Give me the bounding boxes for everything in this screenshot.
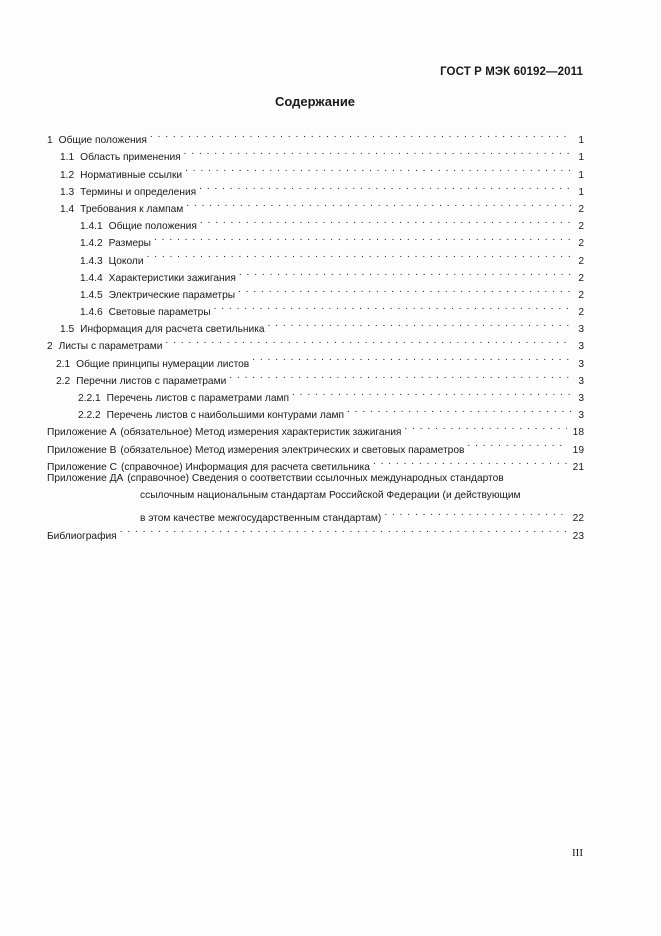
appendix-title-cont: в этом качестве межгосударственным стандартам) bbox=[140, 513, 382, 525]
toc-label: Нормативные ссылки bbox=[80, 169, 183, 181]
toc-entry[interactable] bbox=[47, 212, 584, 233]
toc-entry[interactable] bbox=[47, 264, 584, 284]
toc-page: 3 bbox=[578, 341, 584, 353]
toc-label: Размеры bbox=[108, 238, 152, 250]
dot-leader bbox=[150, 126, 571, 143]
toc-entry[interactable] bbox=[47, 401, 584, 422]
dot-leader bbox=[184, 143, 571, 160]
toc-label: Световые параметры bbox=[108, 307, 211, 319]
dot-leader bbox=[239, 264, 571, 281]
toc-page: 1 bbox=[578, 135, 584, 147]
dot-leader bbox=[214, 298, 571, 315]
toc-label: Область применения bbox=[80, 152, 181, 164]
toc-page: 1 bbox=[578, 186, 584, 198]
dot-leader bbox=[186, 195, 571, 212]
dot-leader bbox=[185, 160, 571, 177]
toc-number: 1 bbox=[47, 135, 53, 147]
toc-label: Библиография bbox=[47, 530, 117, 542]
toc-page: 2 bbox=[578, 289, 584, 301]
appendix-title: (обязательное) Метод измерения электрических и световых параметров bbox=[120, 444, 465, 456]
toc-entry[interactable] bbox=[47, 143, 584, 164]
toc-label: Общие положения bbox=[108, 221, 197, 233]
toc-page: 23 bbox=[572, 530, 584, 542]
appendix-prefix: Приложение А bbox=[47, 427, 117, 439]
toc-page: 2 bbox=[578, 238, 584, 250]
toc-appendix-a[interactable] bbox=[47, 418, 584, 439]
appendix-title: (справочное) Сведения о соответствии ссылочных международных стандартов bbox=[127, 472, 504, 484]
toc-entry[interactable] bbox=[47, 160, 584, 181]
toc-page: 3 bbox=[578, 358, 584, 370]
dot-leader bbox=[347, 401, 571, 418]
dot-leader bbox=[384, 504, 567, 521]
toc-entry[interactable] bbox=[47, 195, 584, 215]
toc-number: 2.1 bbox=[56, 358, 71, 370]
toc-label: Термины и определения bbox=[80, 186, 197, 198]
appendix-prefix: Приложение В bbox=[47, 444, 117, 456]
toc-page: 21 bbox=[572, 461, 584, 473]
toc-label: Листы с параметрами bbox=[58, 341, 163, 353]
toc-number: 2.2.2 bbox=[78, 410, 101, 422]
toc-page: 22 bbox=[572, 513, 584, 525]
page-number: III bbox=[572, 847, 583, 859]
dot-leader bbox=[268, 315, 571, 332]
toc-number: 1.4.4 bbox=[80, 272, 103, 284]
dot-leader bbox=[292, 384, 571, 401]
toc-label: Перечень листов с наибольшими контурами ламп bbox=[106, 410, 345, 422]
toc-page: 3 bbox=[578, 375, 584, 387]
toc-entry[interactable] bbox=[47, 229, 584, 250]
toc-number: 1.4.1 bbox=[80, 221, 103, 233]
toc-entry[interactable] bbox=[47, 384, 584, 404]
dot-leader bbox=[200, 212, 571, 229]
document-code: ГОСТ Р МЭК 60192—2011 bbox=[440, 66, 583, 78]
toc-page: 2 bbox=[578, 307, 584, 319]
toc-entry[interactable] bbox=[47, 349, 584, 370]
toc-label: Информация для расчета светильника bbox=[80, 324, 265, 336]
toc-page: 18 bbox=[572, 427, 584, 439]
appendix-title-cont: ссылочным национальным стандартам Российской Федерации (и действующим bbox=[140, 489, 521, 501]
toc-label: Общие принципы нумерации листов bbox=[76, 358, 250, 370]
appendix-title: (справочное) Информация для расчета светильника bbox=[120, 461, 370, 473]
toc-page: 3 bbox=[578, 393, 584, 404]
toc-number: 1.4.2 bbox=[80, 238, 103, 250]
table-of-contents bbox=[47, 126, 584, 542]
dot-leader bbox=[154, 229, 571, 246]
dot-leader bbox=[238, 281, 571, 298]
toc-page: 3 bbox=[578, 410, 584, 422]
toc-page: 19 bbox=[572, 444, 584, 456]
toc-page: 1 bbox=[578, 169, 584, 181]
toc-entry[interactable] bbox=[47, 246, 584, 267]
dot-leader bbox=[120, 521, 570, 538]
toc-appendix-b[interactable] bbox=[47, 435, 584, 456]
toc-bibliography[interactable] bbox=[47, 521, 584, 542]
dot-leader bbox=[404, 418, 567, 435]
toc-appendix-da[interactable] bbox=[47, 470, 584, 525]
toc-label: Перечень листов с параметрами ламп bbox=[106, 393, 290, 404]
toc-number: 2.2.1 bbox=[78, 393, 101, 404]
dot-leader bbox=[467, 435, 567, 452]
toc-number: 2 bbox=[47, 341, 53, 353]
page-title: Содержание bbox=[274, 94, 356, 109]
toc-label: Цоколи bbox=[108, 255, 144, 267]
appendix-title: (обязательное) Метод измерения характеристик зажигания bbox=[120, 427, 402, 439]
toc-page: 2 bbox=[578, 203, 584, 215]
toc-entry[interactable] bbox=[47, 178, 584, 198]
toc-entry[interactable] bbox=[47, 281, 584, 301]
toc-number: 1.4.6 bbox=[80, 307, 103, 319]
toc-number: 1.2 bbox=[60, 169, 75, 181]
toc-number: 1.4.3 bbox=[80, 255, 103, 267]
toc-number: 1.4.5 bbox=[80, 289, 103, 301]
toc-entry[interactable] bbox=[47, 315, 584, 336]
toc-label: Перечни листов с параметрами bbox=[76, 375, 227, 387]
dot-leader bbox=[373, 453, 567, 470]
toc-page: 2 bbox=[578, 272, 584, 284]
toc-entry[interactable] bbox=[47, 367, 584, 387]
toc-number: 1.3 bbox=[60, 186, 75, 198]
appendix-prefix: Приложение С bbox=[47, 461, 117, 473]
dot-leader bbox=[229, 367, 571, 384]
toc-appendix-c[interactable] bbox=[47, 453, 584, 473]
toc-label: Общие положения bbox=[58, 135, 147, 147]
dot-leader bbox=[147, 246, 571, 263]
dot-leader bbox=[199, 178, 571, 195]
toc-label: Требования к лампам bbox=[80, 203, 184, 215]
toc-label: Характеристики зажигания bbox=[108, 272, 236, 284]
toc-page: 2 bbox=[578, 221, 584, 233]
toc-entry[interactable] bbox=[47, 298, 584, 319]
toc-page: 2 bbox=[578, 255, 584, 267]
dot-leader bbox=[252, 349, 571, 366]
toc-page: 3 bbox=[578, 324, 584, 336]
toc-entry[interactable] bbox=[47, 126, 584, 147]
toc-number: 1.4 bbox=[60, 203, 75, 215]
toc-page: 1 bbox=[578, 152, 584, 164]
toc-number: 1.5 bbox=[60, 324, 75, 336]
appendix-prefix: Приложение ДА bbox=[47, 472, 124, 484]
toc-label: Электрические параметры bbox=[108, 289, 236, 301]
toc-entry[interactable] bbox=[47, 332, 584, 353]
toc-number: 1.1 bbox=[60, 152, 75, 164]
dot-leader bbox=[165, 332, 571, 349]
toc-number: 2.2 bbox=[56, 375, 71, 387]
